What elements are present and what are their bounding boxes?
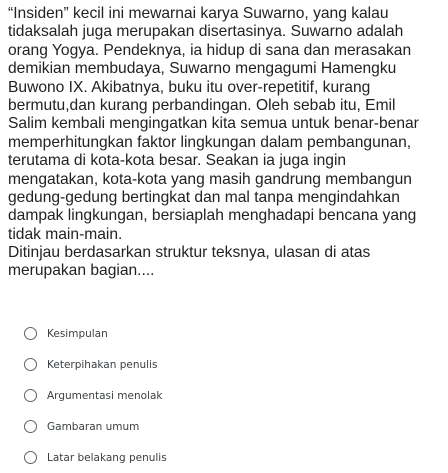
question-line: memperhitungkan faktor lingkungan dalam pembangunan, — [8, 133, 412, 151]
option-keterpihakan-penulis[interactable] — [24, 349, 434, 380]
question-line: gedung-gedung bertingkat dan mal tanpa mengindahkan — [8, 188, 400, 206]
radio-button[interactable] — [24, 358, 37, 371]
radio-button[interactable] — [24, 420, 37, 433]
question-line: bermutu,dan kurang perbandingan. Oleh sebab itu, Emil — [8, 96, 396, 114]
radio-button[interactable] — [24, 327, 37, 340]
question-line: Ditinjau berdasarkan struktur teksnya, ulasan di atas — [8, 244, 371, 262]
option-label: Kesimpulan — [47, 327, 108, 340]
option-gambaran-umum[interactable] — [24, 411, 434, 442]
question-line: “Insiden” kecil ini mewarnai karya Suwarno, yang kalau — [8, 5, 389, 22]
question-line: Salim kembali mengingatkan kita semua untuk benar-benar — [8, 115, 419, 133]
question-line: demikian membudaya, Suwarno mengagumi Hamengku — [8, 60, 397, 78]
option-kesimpulan[interactable] — [24, 318, 434, 349]
question-line: dampak lingkungan, bersiaplah menghadapi bencana yang — [8, 207, 417, 225]
question-line: mengatakan, kota-kota yang masih gandrung membangun — [8, 170, 412, 188]
option-latar-belakang-penulis[interactable] — [24, 442, 434, 473]
question-line: orang Yogya. Pendeknya, ia hidup di sana dan merasakan — [8, 41, 412, 59]
radio-button[interactable] — [24, 389, 37, 402]
question-text — [8, 5, 448, 281]
option-label: Argumentasi menolak — [47, 389, 163, 402]
radio-button[interactable] — [24, 451, 37, 464]
option-label: Latar belakang penulis — [47, 451, 167, 464]
option-argumentasi-menolak[interactable] — [24, 380, 434, 411]
question-line: merupakan bagian.... — [8, 262, 155, 280]
option-label: Gambaran umum — [47, 420, 140, 433]
question-line: tidaksalah juga merupakan disertasinya. Suwarno adalah — [8, 23, 404, 41]
answer-options — [24, 318, 434, 473]
question-line: Buwono IX. Akibatnya, buku itu over-repetitif, kurang — [8, 78, 371, 96]
question-line: tidak main-main. — [8, 225, 123, 243]
question-line: terutama di kota-kota besar. Seakan ia juga ingin — [8, 152, 347, 170]
option-label: Keterpihakan penulis — [47, 358, 158, 371]
